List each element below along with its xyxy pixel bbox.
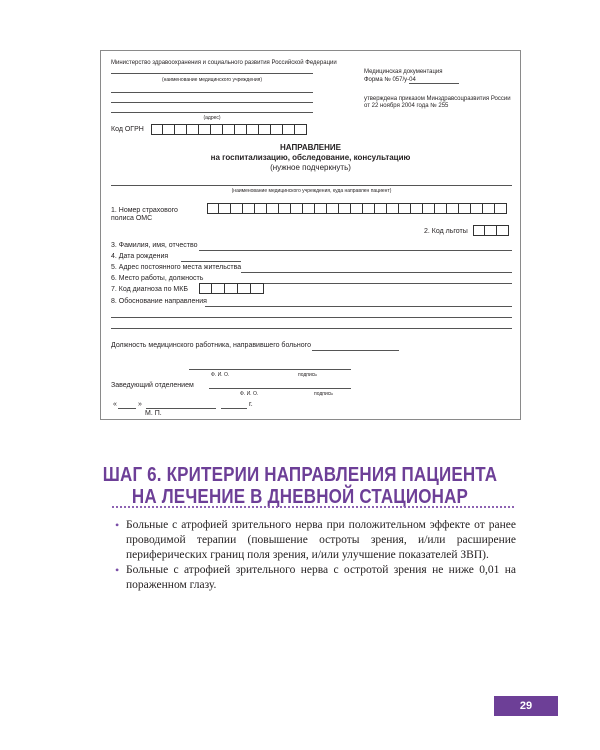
referral-form — [100, 50, 521, 420]
ogrn-cells[interactable] — [151, 124, 307, 135]
institution-line[interactable] — [111, 73, 313, 74]
ogrn-label: Код ОГРН — [111, 126, 144, 133]
bullet-icon: • — [115, 518, 120, 532]
justification-line-2[interactable] — [111, 317, 512, 318]
form-subtitle: на госпитализацию, обследование, консультацию — [210, 153, 411, 162]
ministry-label: Министерство здравоохранения и социального развития Российской Федерации — [111, 60, 337, 66]
position-label: Должность медицинского работника, направившего больного — [111, 342, 311, 349]
criteria-bullet-2 — [115, 563, 516, 593]
fio-caption-2: Ф. И. О. — [240, 391, 259, 397]
justification-line-1[interactable] — [205, 306, 512, 307]
criteria-text-2: Больные с атрофией зрительного нерва с остротой зрения не ниже 0,01 на пораженном глазу. — [126, 564, 516, 591]
form-number-line — [409, 83, 459, 84]
date-year-line[interactable] — [221, 408, 247, 409]
head-label: Заведующий отделением — [111, 382, 194, 389]
sent-to-caption: (наименование медицинского учреждения, куда направлен пациент) — [231, 188, 392, 194]
form-title: НАПРАВЛЕНИЕ — [280, 143, 341, 152]
date-month-line[interactable] — [146, 408, 216, 409]
oms-policy-cells[interactable] — [207, 203, 507, 214]
stamp-label: М. П. — [145, 410, 162, 417]
signature-line-1[interactable] — [189, 369, 351, 370]
field2-label: 2. Код льготы — [424, 228, 468, 235]
field5-label: 5. Адрес постоянного места жительства — [111, 264, 242, 271]
criteria-bullet-1 — [115, 518, 516, 563]
address-caption: (адрес) — [203, 115, 221, 121]
justification-line-3[interactable] — [111, 328, 512, 329]
field1-label-line2: полиса ОМС — [111, 215, 153, 222]
address-line-3[interactable] — [111, 112, 313, 113]
section-heading-line2: НА ЛЕЧЕНИЕ В ДНЕВНОЙ СТАЦИОНАР — [131, 486, 469, 508]
approved-line-1: утверждена приказом Минздравсоцразвития России — [364, 96, 511, 102]
address-line-1[interactable] — [111, 92, 313, 93]
approved-line-2: от 22 ноября 2004 года № 255 — [364, 103, 449, 109]
full-name-line[interactable] — [199, 250, 512, 251]
birth-date-line[interactable] — [181, 261, 241, 262]
medical-docs-label: Медицинская документация — [364, 69, 443, 75]
icd-code-cells[interactable] — [199, 283, 264, 294]
dotted-divider — [112, 506, 514, 508]
institution-caption: (наименование медицинского учреждения) — [161, 77, 263, 83]
date-open-quote: « — [113, 401, 117, 408]
sent-to-line[interactable] — [111, 185, 512, 186]
field1-label-line1: 1. Номер страхового — [111, 207, 178, 214]
form-number-label: Форма № 057/у-04 — [364, 77, 416, 83]
head-signature-line[interactable] — [209, 388, 351, 389]
field4-label: 4. Дата рождения — [111, 253, 169, 260]
signature-caption: подпись — [298, 372, 317, 378]
field6-label: 6. Место работы, должность — [111, 275, 204, 282]
signature-caption-2: подпись — [314, 391, 333, 397]
benefit-code-cells[interactable] — [473, 225, 509, 236]
address-residence-line[interactable] — [241, 272, 512, 273]
date-day-line[interactable] — [118, 408, 136, 409]
position-line[interactable] — [312, 350, 399, 351]
page-number: 29 — [494, 696, 558, 716]
bullet-icon: • — [115, 563, 120, 577]
fio-caption: Ф. И. О. — [211, 372, 230, 378]
field3-label: 3. Фамилия, имя, отчество — [111, 242, 198, 249]
date-close-quote: » — [138, 401, 142, 408]
form-instruction: (нужное подчеркнуть) — [270, 163, 351, 172]
section-heading-line1: ШАГ 6. КРИТЕРИИ НАПРАВЛЕНИЯ ПАЦИЕНТА — [102, 464, 498, 486]
field7-label: 7. Код диагноза по МКБ — [111, 286, 188, 293]
criteria-text-1: Больные с атрофией зрительного нерва при положительном эффекте от ранее проводимой терапии (повышение остроты зрения, и/или расширение периферических границ поля зрения, и/или улучшение показателей ЗВП). — [126, 519, 516, 561]
year-suffix: г. — [249, 401, 253, 408]
field8-label: 8. Обоснование направления — [111, 298, 207, 305]
address-line-2[interactable] — [111, 102, 313, 103]
